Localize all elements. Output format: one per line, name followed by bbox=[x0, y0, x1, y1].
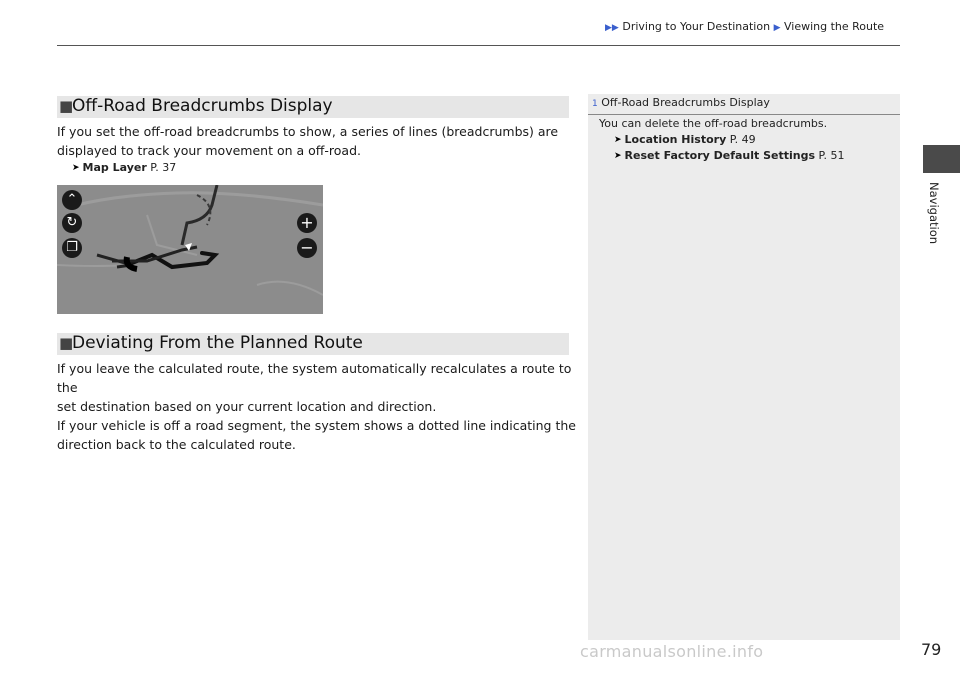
body-line: If you set the off-road breadcrumbs to show, a series of lines (breadcrumbs) are bbox=[57, 124, 559, 139]
body-line: If your vehicle is off a road segment, the system shows a dotted line indicating the bbox=[57, 418, 576, 433]
north-up-icon[interactable]: ⌃ bbox=[62, 190, 82, 210]
section-title: Off-Road Breadcrumbs Display bbox=[72, 96, 333, 116]
xref-label: Location History bbox=[624, 133, 727, 146]
section-heading-offroad bbox=[57, 96, 569, 118]
cross-reference-reset-defaults[interactable] bbox=[614, 149, 844, 162]
square-bullet-icon: ■ bbox=[59, 97, 74, 115]
zoom-in-icon[interactable]: + bbox=[297, 213, 317, 233]
xref-page: P. 51 bbox=[818, 149, 845, 162]
xref-page: P. 49 bbox=[729, 133, 756, 146]
xref-label: Reset Factory Default Settings bbox=[624, 149, 816, 162]
cross-reference-map-layer[interactable] bbox=[72, 161, 176, 174]
breadcrumb-arrow-icon: ▶ bbox=[773, 23, 781, 33]
sidebar-note-text: You can delete the off-road breadcrumbs. bbox=[599, 117, 828, 130]
map-drawing bbox=[57, 185, 323, 314]
chapter-tab-marker bbox=[923, 145, 960, 173]
body-line: direction back to the calculated route. bbox=[57, 437, 296, 452]
chapter-tab-text: Navigation bbox=[927, 182, 941, 245]
watermark: carmanualsonline.info bbox=[580, 642, 764, 661]
body-line: If you leave the calculated route, the system automatically recalculates a route to the bbox=[57, 361, 572, 395]
chapter-tab-label bbox=[925, 182, 949, 252]
xref-page: P. 37 bbox=[150, 161, 177, 174]
section-body bbox=[57, 359, 582, 454]
breadcrumb-item-page[interactable]: Viewing the Route bbox=[783, 20, 885, 33]
breadcrumb-item-section[interactable]: Driving to Your Destination bbox=[622, 20, 771, 33]
sidebar-heading bbox=[592, 96, 770, 109]
reference-arrow-icon: ➤ bbox=[72, 163, 80, 173]
breadcrumb bbox=[605, 20, 884, 33]
section-title: Deviating From the Planned Route bbox=[72, 333, 363, 353]
page-number: 79 bbox=[921, 640, 942, 659]
zoom-out-icon[interactable]: − bbox=[297, 238, 317, 258]
reference-arrow-icon: ➤ bbox=[614, 135, 622, 145]
reference-arrow-icon: ➤ bbox=[614, 151, 622, 161]
map-screenshot bbox=[57, 185, 323, 314]
sidebar-heading-text: Off-Road Breadcrumbs Display bbox=[601, 96, 770, 109]
header-divider bbox=[57, 45, 900, 46]
body-line: displayed to track your movement on a off-road. bbox=[57, 143, 361, 158]
square-bullet-icon: ■ bbox=[59, 334, 74, 352]
section-body bbox=[57, 122, 577, 160]
section-heading-deviating bbox=[57, 333, 569, 355]
reroute-icon[interactable]: ↻ bbox=[62, 213, 82, 233]
breadcrumb-arrow-icon: ▶▶ bbox=[605, 23, 619, 33]
xref-label: Map Layer bbox=[82, 161, 147, 174]
cross-reference-location-history[interactable] bbox=[614, 133, 756, 146]
layers-icon[interactable]: ❐ bbox=[62, 238, 82, 258]
note-marker-icon: 1 bbox=[592, 99, 598, 109]
body-line: set destination based on your current location and direction. bbox=[57, 399, 437, 414]
sidebar-note-panel bbox=[588, 94, 900, 640]
